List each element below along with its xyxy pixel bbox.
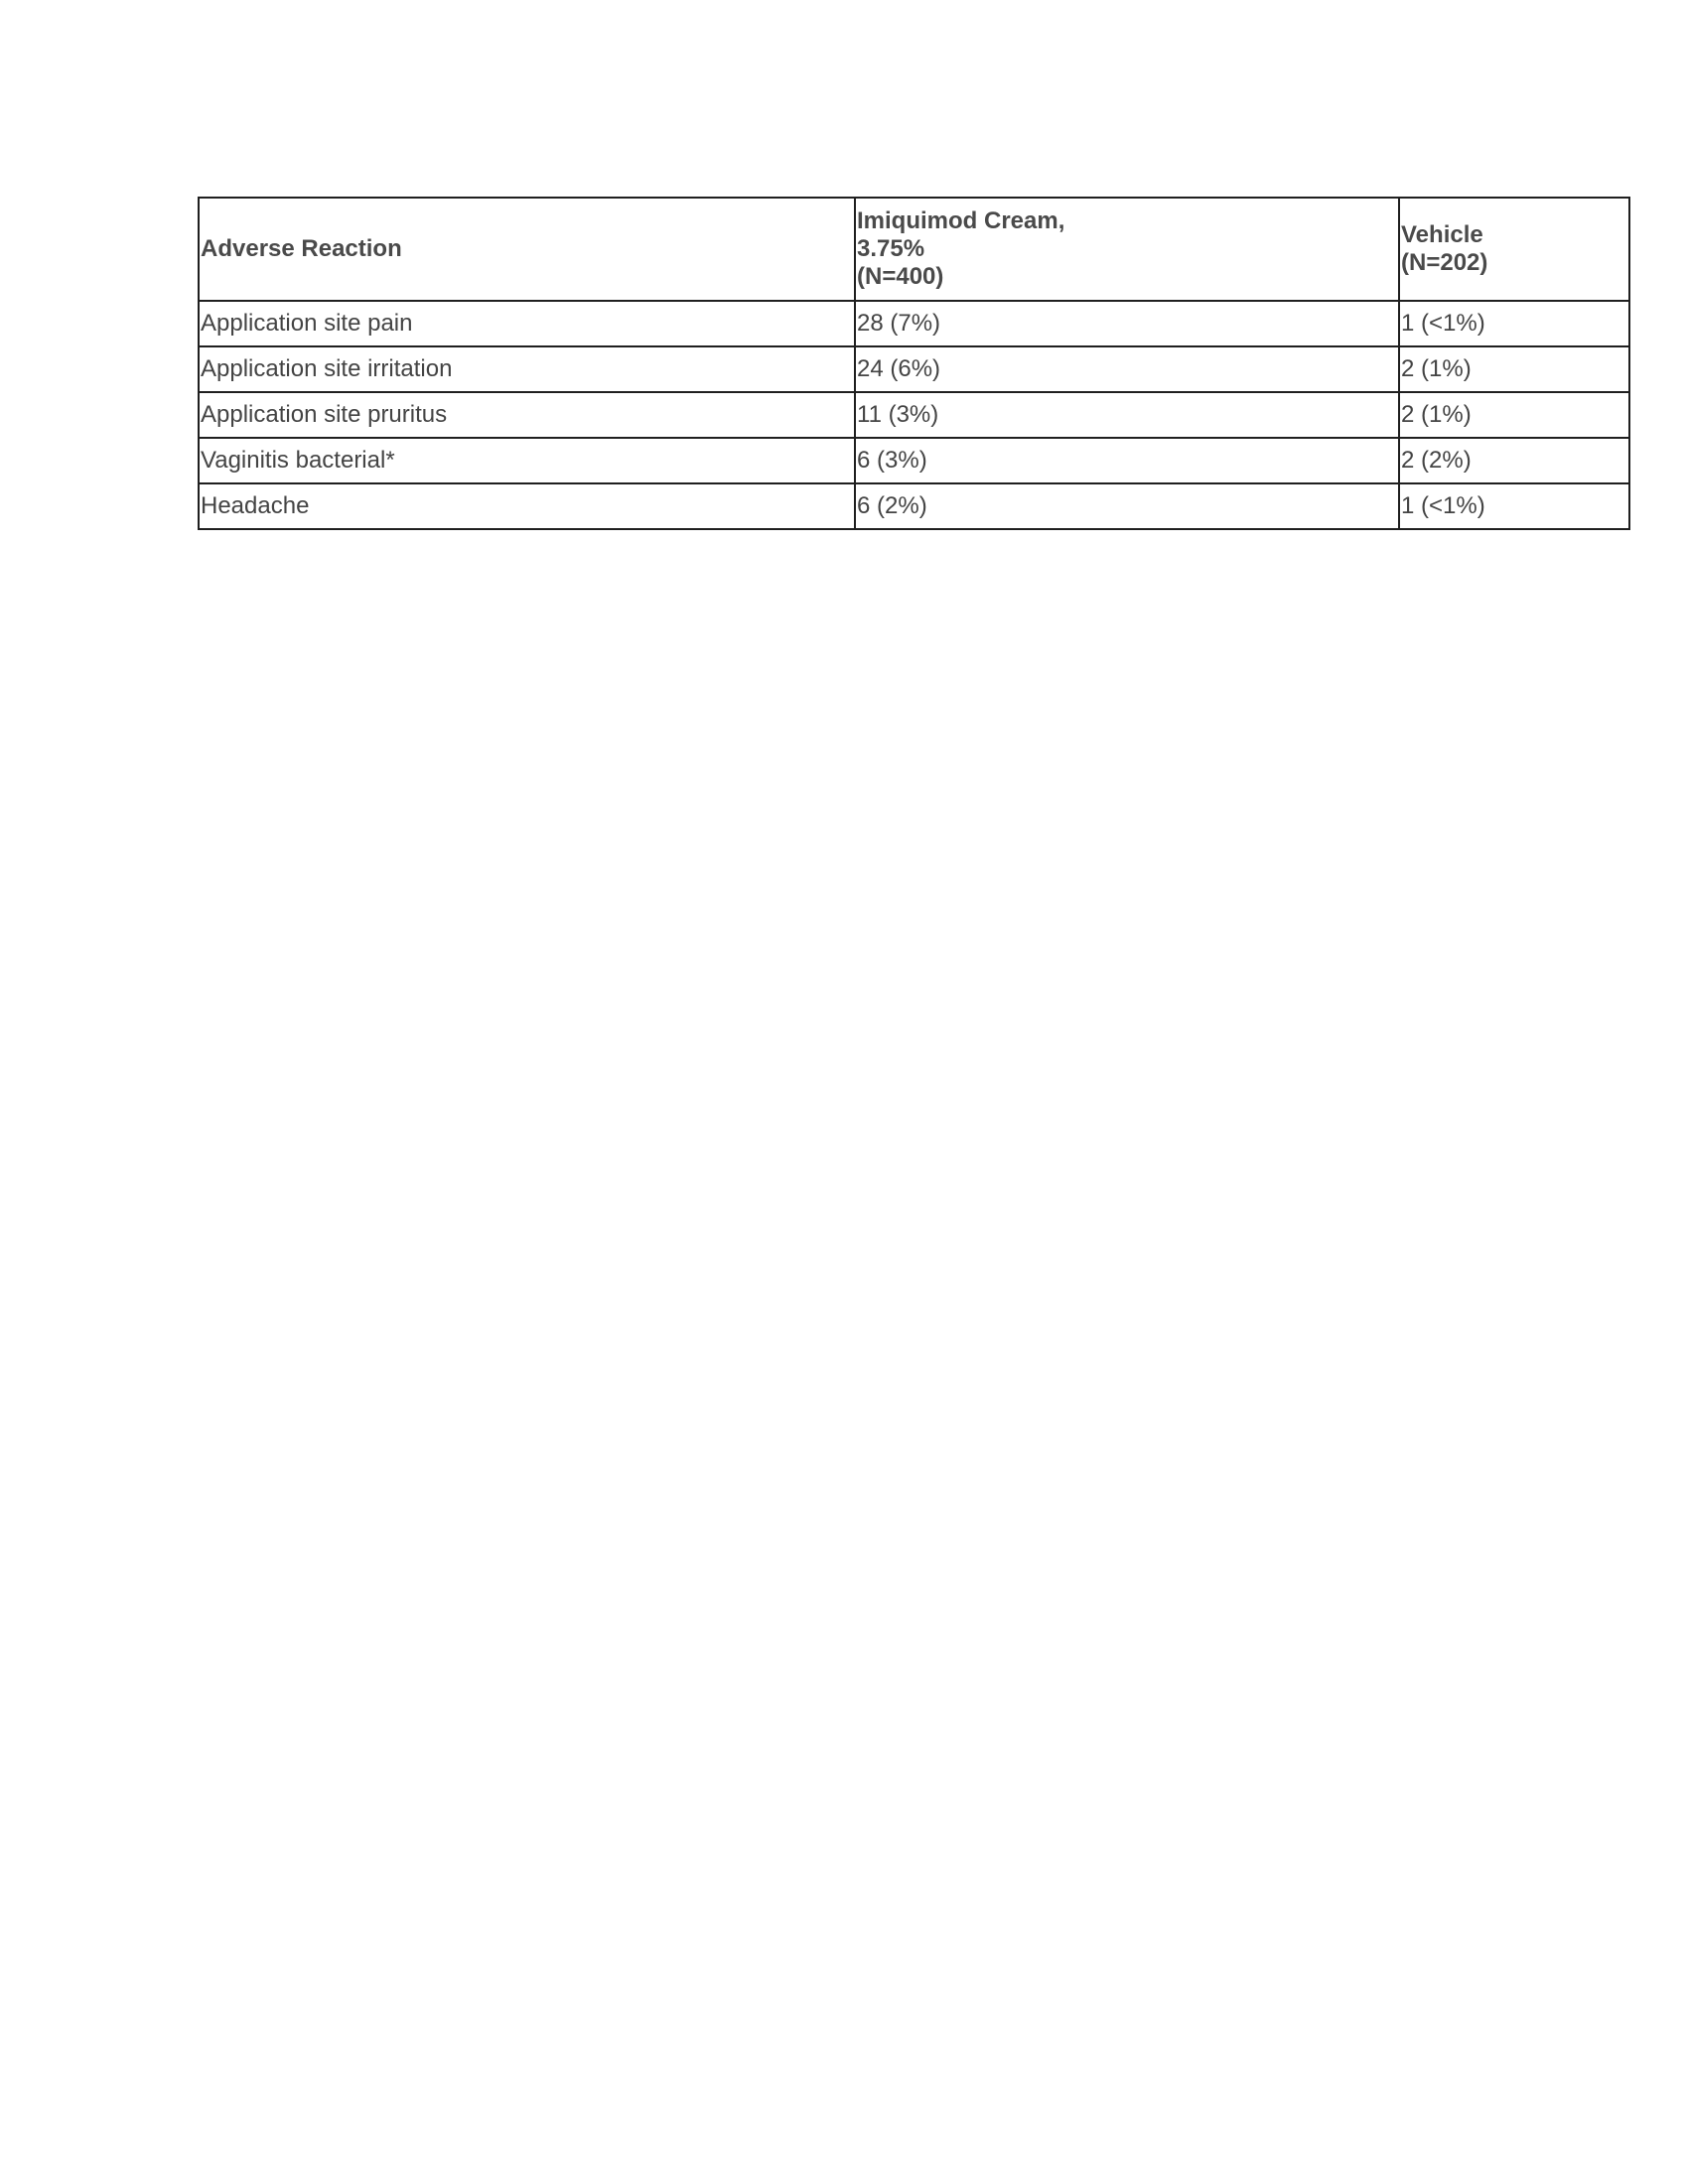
table-body	[199, 301, 1629, 529]
table-row	[199, 483, 1629, 529]
adverse-reactions-table	[198, 197, 1630, 530]
header-vehicle-line2: (N=202)	[1401, 249, 1488, 276]
cell-imiquimod: 6 (2%)	[855, 483, 1399, 529]
cell-reaction: Application site pruritus	[199, 392, 855, 438]
header-imiquimod-line1: Imiquimod Cream,	[857, 207, 1065, 234]
adverse-reactions-table-container	[198, 197, 1628, 530]
cell-vehicle: 2 (2%)	[1399, 438, 1629, 483]
header-vehicle	[1399, 198, 1629, 301]
cell-reaction: Headache	[199, 483, 855, 529]
table-row	[199, 438, 1629, 483]
cell-imiquimod: 11 (3%)	[855, 392, 1399, 438]
cell-vehicle: 1 (<1%)	[1399, 301, 1629, 346]
cell-imiquimod: 24 (6%)	[855, 346, 1399, 392]
header-imiquimod-line3: (N=400)	[857, 263, 944, 290]
cell-vehicle: 2 (1%)	[1399, 392, 1629, 438]
table-row	[199, 392, 1629, 438]
header-vehicle-line1: Vehicle	[1401, 221, 1483, 248]
cell-vehicle: 1 (<1%)	[1399, 483, 1629, 529]
table-row	[199, 301, 1629, 346]
cell-imiquimod: 6 (3%)	[855, 438, 1399, 483]
cell-reaction: Application site pain	[199, 301, 855, 346]
cell-reaction: Vaginitis bacterial*	[199, 438, 855, 483]
header-row	[199, 198, 1629, 301]
header-adverse-reaction-label: Adverse Reaction	[201, 235, 402, 262]
table-row	[199, 346, 1629, 392]
cell-reaction: Application site irritation	[199, 346, 855, 392]
header-imiquimod	[855, 198, 1399, 301]
table-header	[199, 198, 1629, 301]
header-imiquimod-line2: 3.75%	[857, 235, 925, 262]
cell-imiquimod: 28 (7%)	[855, 301, 1399, 346]
header-adverse-reaction	[199, 198, 855, 301]
cell-vehicle: 2 (1%)	[1399, 346, 1629, 392]
